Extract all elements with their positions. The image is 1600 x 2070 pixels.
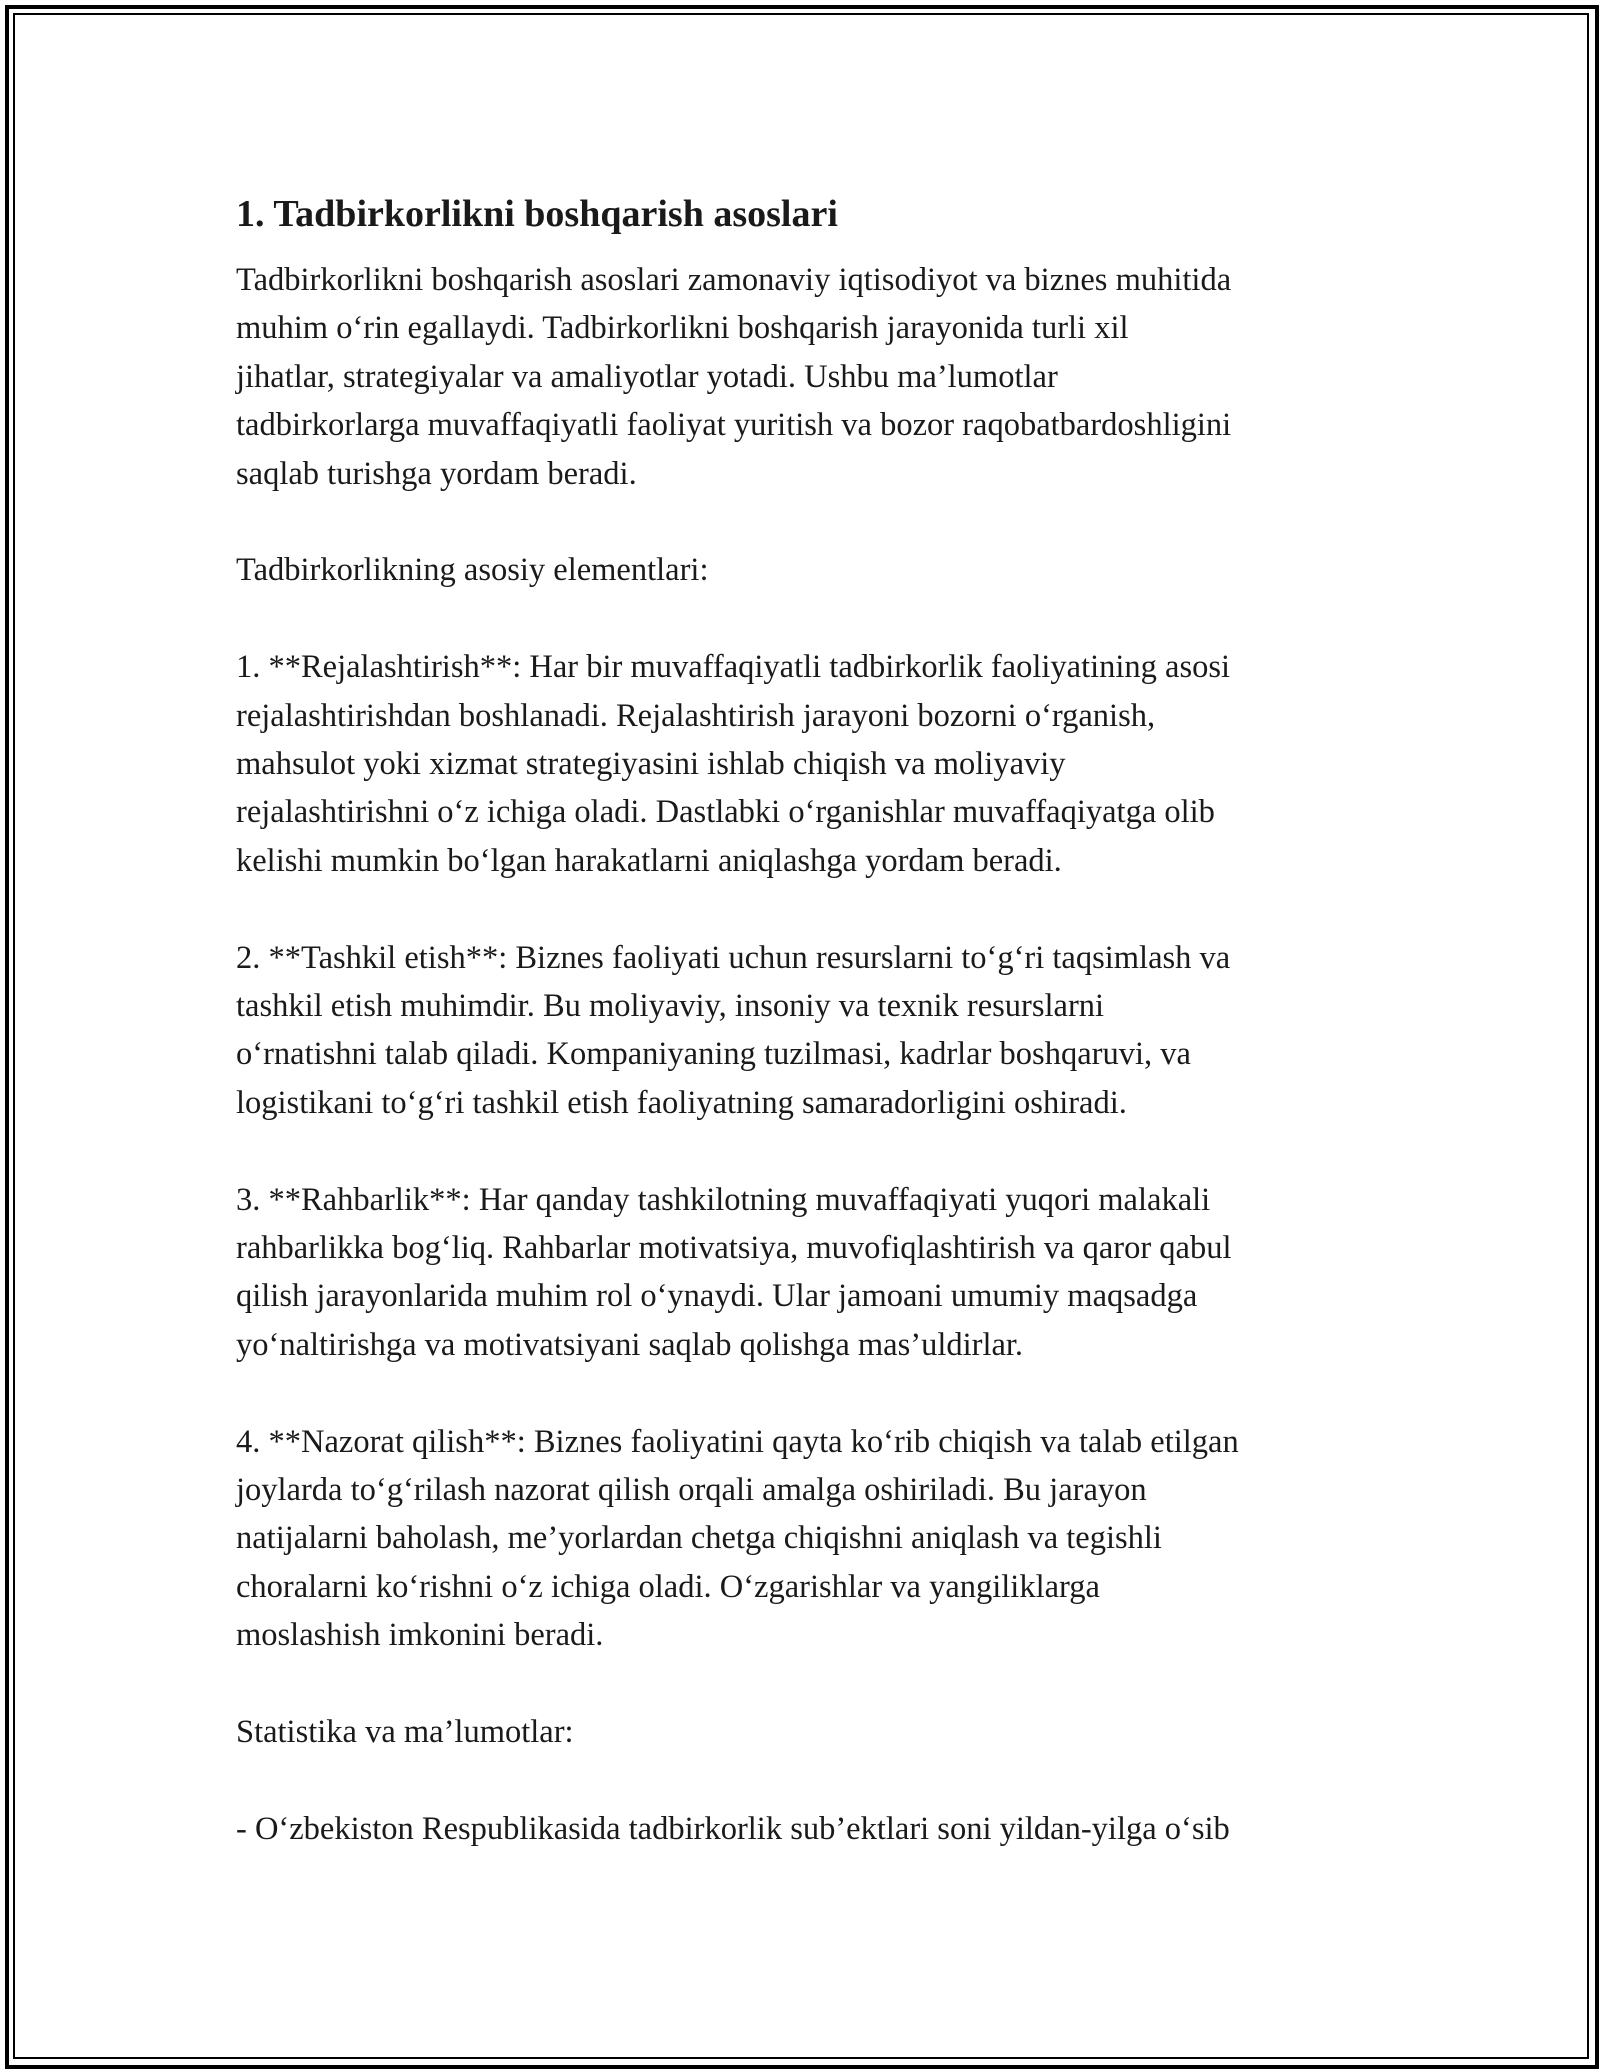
text-line: natijalarni baholash, me’yorlardan chetga chiqishni aniqlash va tegishli xyxy=(236,1520,1162,1557)
paragraph xyxy=(236,256,1386,498)
paragraph xyxy=(236,546,1386,594)
text-line: - O‘zbekiston Respublikasida tadbirkorlik sub’ektlari soni yildan-yilga o‘sib xyxy=(236,1810,1230,1847)
text-line: 3. **Rahbarlik**: Har qanday tashkilotning muvaffaqiyati yuqori malakali xyxy=(236,1181,1211,1218)
text-line: mahsulot yoki xizmat strategiyasini ishlab chiqish va moliyaviy xyxy=(236,746,1066,783)
paragraph xyxy=(236,1418,1386,1660)
text-line: muhim o‘rin egallaydi. Tadbirkorlikni boshqarish jarayonida turli xil xyxy=(236,310,1129,347)
text-line: yo‘naltirishga va motivatsiyani saqlab qolishga mas’uldirlar. xyxy=(236,1326,1024,1363)
text-line: qilish jarayonlarida muhim rol o‘ynaydi. Ular jamoani umumiy maqsadga xyxy=(236,1278,1198,1315)
paragraph xyxy=(236,643,1386,885)
text-line: moslashish imkonini beradi. xyxy=(236,1617,604,1654)
text-line: 1. **Rejalashtirish**: Har bir muvaffaqiyatli tadbirkorlik faoliyatining asosi xyxy=(236,649,1231,686)
text-line: rejalashtirishdan boshlanadi. Rejalashtirish jarayoni bozorni o‘rganish, xyxy=(236,697,1156,734)
paragraph xyxy=(236,1708,1386,1756)
text-line: choralarni ko‘rishni o‘z ichiga oladi. O‘zgarishlar va yangiliklarga xyxy=(236,1568,1100,1605)
paragraph xyxy=(236,1176,1386,1370)
text-line: tadbirkorlarga muvaffaqiyatli faoliyat yuritish va bozor raqobatbardoshligini xyxy=(236,407,1232,444)
section-heading: 1. Tadbirkorlikni boshqarish asoslari xyxy=(236,193,838,235)
text-line: rejalashtirishni o‘z ichiga oladi. Dastlabki o‘rganishlar muvaffaqiyatga olib xyxy=(236,794,1215,831)
text-line: tashkil etish muhimdir. Bu moliyaviy, insoniy va texnik resurslarni xyxy=(236,988,1105,1025)
text-line: rahbarlikka bog‘liq. Rahbarlar motivatsiya, muvofiqlashtirish va qaror qabul xyxy=(236,1230,1232,1267)
text-line: 4. **Nazorat qilish**: Biznes faoliyatini qayta ko‘rib chiqish va talab etilgan xyxy=(236,1423,1239,1460)
text-line: 2. **Tashkil etish**: Biznes faoliyati uchun resurslarni to‘g‘ri taqsimlash va xyxy=(236,939,1231,976)
text-line: kelishi mumkin bo‘lgan harakatlarni aniqlashga yordam beradi. xyxy=(236,842,1062,879)
paragraph-list xyxy=(236,256,1386,1853)
document-body xyxy=(236,186,1386,1902)
text-line: Tadbirkorlikni boshqarish asoslari zamonaviy iqtisodiyot va biznes muhitida xyxy=(236,262,1232,298)
paragraph xyxy=(236,934,1386,1128)
text-line: joylarda to‘g‘rilash nazorat qilish orqali amalga oshiriladi. Bu jarayon xyxy=(236,1472,1147,1509)
text-line: o‘rnatishni talab qiladi. Kompaniyaning tuzilmasi, kadrlar boshqaruvi, va xyxy=(236,1036,1191,1073)
text-line: Statistika va ma’lumotlar: xyxy=(236,1714,574,1751)
text-line: Tadbirkorlikning asosiy elementlari: xyxy=(236,552,709,589)
text-line: logistikani to‘g‘ri tashkil etish faoliyatning samaradorligini oshiradi. xyxy=(236,1084,1127,1121)
paragraph xyxy=(236,1805,1386,1853)
text-line: jihatlar, strategiyalar va amaliyotlar yotadi. Ushbu ma’lumotlar xyxy=(236,358,1058,395)
text-line: saqlab turishga yordam beradi. xyxy=(236,455,637,492)
